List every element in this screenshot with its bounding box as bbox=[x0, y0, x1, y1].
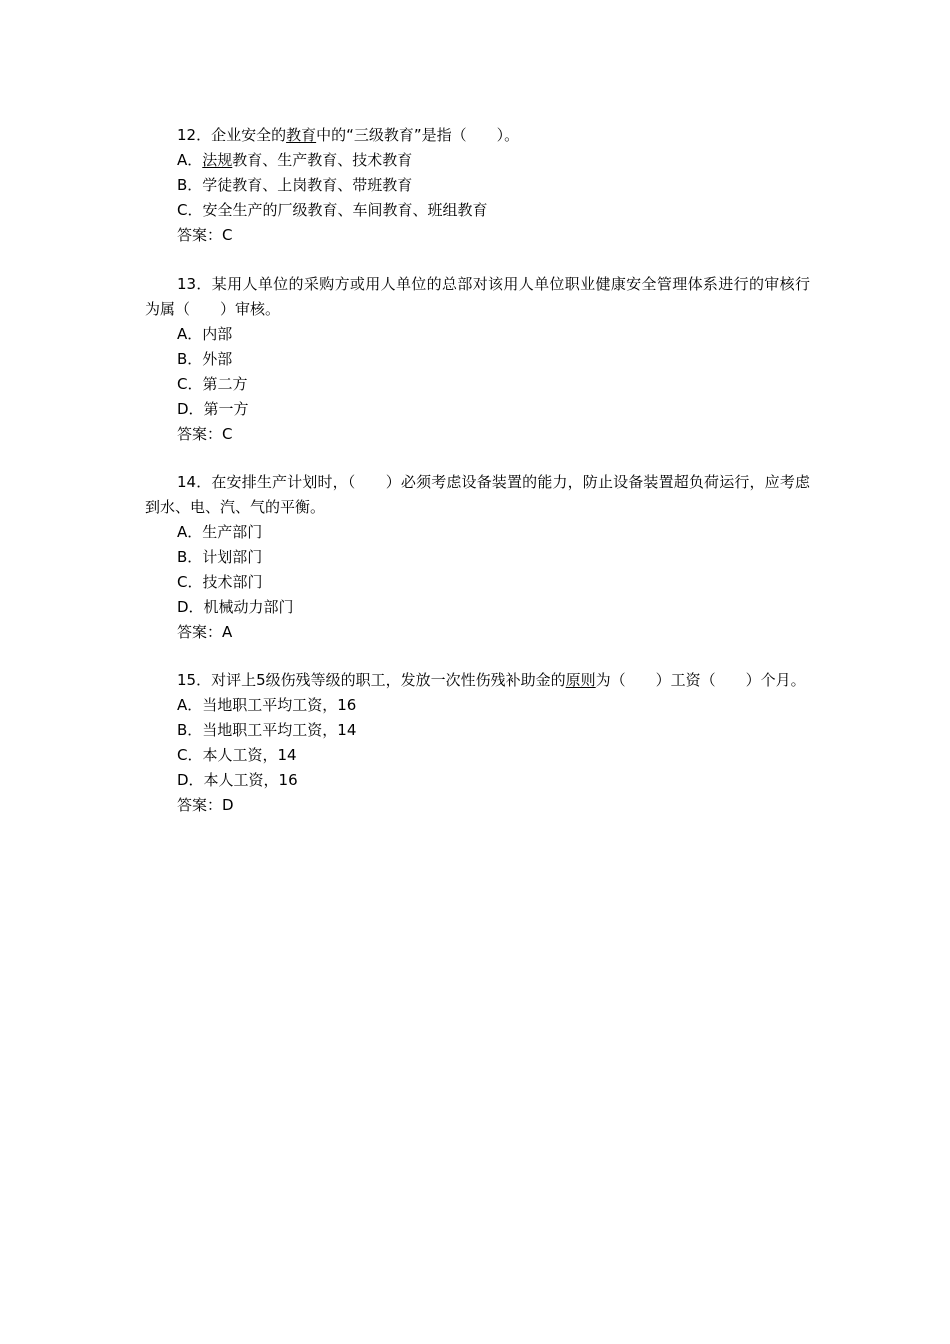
option-a bbox=[145, 148, 810, 173]
option-text: 学徒教育、上岗教育、带班教育 bbox=[202, 176, 413, 194]
answer: 答案：D bbox=[177, 796, 234, 814]
option-b bbox=[145, 173, 810, 198]
option-a: A．内部 bbox=[177, 325, 233, 343]
option-b: B．计划部门 bbox=[177, 548, 263, 566]
question-stem bbox=[145, 668, 810, 693]
answer: 答案：C bbox=[177, 226, 233, 244]
option-a: A．生产部门 bbox=[177, 523, 263, 541]
option-prefix: C． bbox=[177, 201, 203, 219]
stem-text: 中的“三级教育”是指（ ）。 bbox=[316, 126, 520, 144]
underlined-term: 教育 bbox=[286, 126, 317, 144]
option-c: C．第二方 bbox=[177, 375, 248, 393]
stem-text: 为（ ）工资（ ）个月。 bbox=[595, 671, 806, 689]
option-prefix: B． bbox=[177, 176, 203, 194]
option-c: C．技术部门 bbox=[177, 573, 263, 591]
stem-text: 12．企业安全的 bbox=[177, 126, 287, 144]
question-15 bbox=[145, 668, 810, 818]
underlined-term: 法规 bbox=[202, 151, 233, 169]
option-text: 教育、生产教育、技术教育 bbox=[232, 151, 413, 169]
option-b: B．当地职工平均工资，14 bbox=[177, 721, 357, 739]
option-text: 安全生产的厂级教育、车间教育、班组教育 bbox=[202, 201, 488, 219]
option-b: B．外部 bbox=[177, 350, 233, 368]
option-d: D．机械动力部门 bbox=[177, 598, 294, 616]
question-12 bbox=[145, 123, 810, 248]
option-d: D．本人工资，16 bbox=[177, 771, 298, 789]
underlined-term: 原则 bbox=[565, 671, 596, 689]
answer: 答案：C bbox=[177, 425, 233, 443]
option-prefix: A． bbox=[177, 151, 203, 169]
option-d: D．第一方 bbox=[177, 400, 249, 418]
question-14 bbox=[145, 470, 810, 645]
option-a: A．当地职工平均工资，16 bbox=[177, 696, 357, 714]
answer: 答案：A bbox=[177, 623, 233, 641]
option-c: C．本人工资，14 bbox=[177, 746, 297, 764]
question-stem bbox=[145, 123, 810, 148]
option-c bbox=[145, 198, 810, 223]
stem-text: 15．对评上5级伤残等级的职工，发放一次性伤残补助金的 bbox=[177, 671, 566, 689]
question-stem: 13．某用人单位的采购方或用人单位的总部对该用人单位职业健康安全管理体系进行的审核行为属（ ）审核。 bbox=[145, 275, 810, 318]
question-13 bbox=[145, 272, 810, 447]
question-stem: 14．在安排生产计划时，（ ）必须考虑设备装置的能力，防止设备装置超负荷运行，应考虑到水、电、汽、气的平衡。 bbox=[145, 473, 810, 516]
